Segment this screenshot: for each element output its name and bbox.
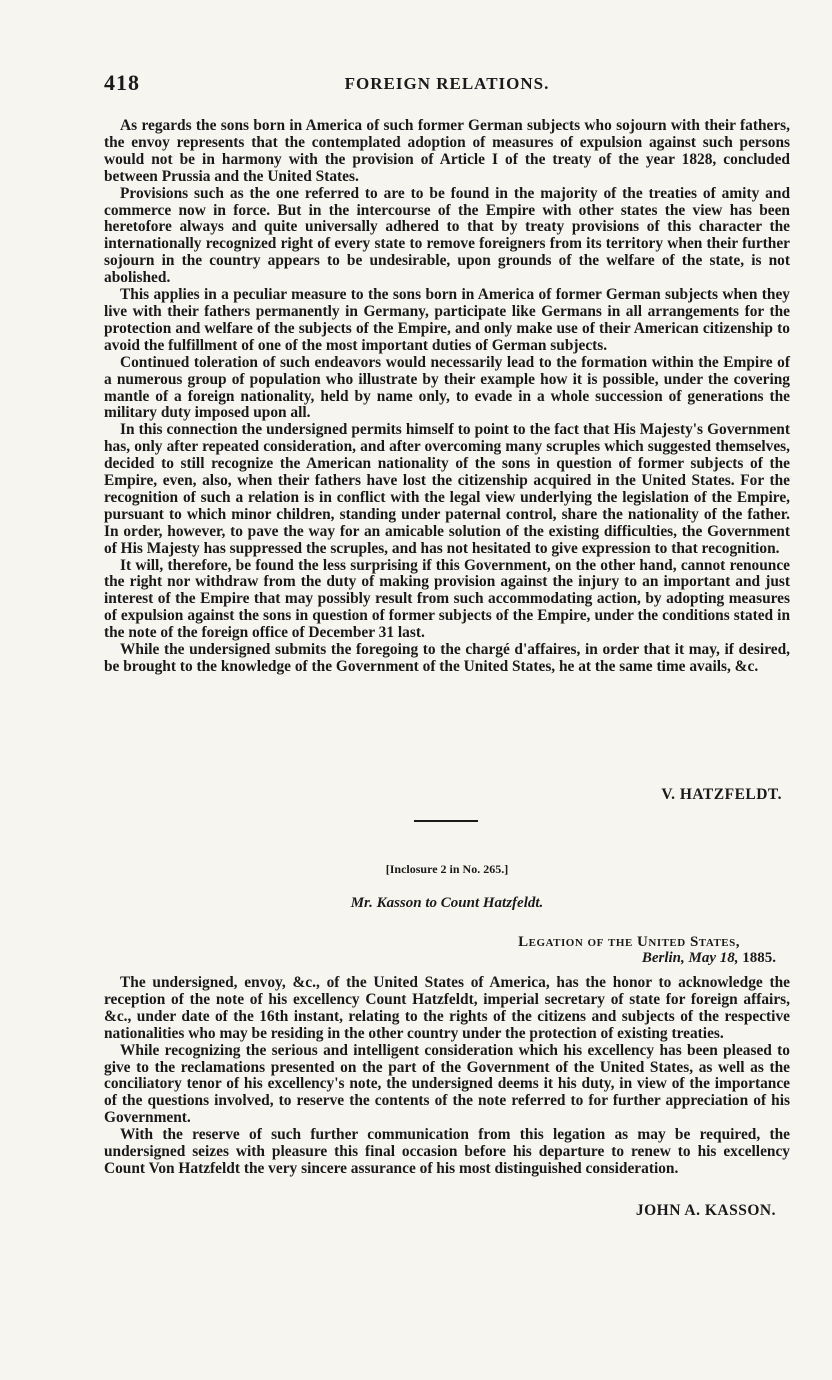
paragraph: It will, therefore, be found the less surprising if this Government, on the other hand, cannot renounce the right nor withdraw from the duty of making provision against the injury to an important and just interest of the Empire that may possibly result from such accommodating action, by adopting measures of expulsion against the sons in question of former subjects of the Empire, under the conditions stated in the note of the foreign office of December 31 last. (104, 556, 790, 642)
letter-title: Mr. Kasson to Count Hatzfeldt. (350, 895, 544, 911)
paragraph: Continued toleration of such endeavors would necessarily lead to the formation within the Empire of a numerous group of population who illustrate by their example how it is possible, under the covering mantle of a foreign nationality, held by name only, to evade in a whole succession of generations the military duty imposed upon all. (104, 353, 790, 422)
page-header (104, 70, 790, 100)
paragraph: With the reserve of such further communication from this legation as may be required, the undersigned seizes with pleasure this final occasion before his departure to renew to his excellency Count Von Hatzfeldt the very sincere assurance of his most distinguished consideration. (104, 1126, 790, 1177)
inclosure-label: [Inclosure 2 in No. 265.] (385, 862, 509, 876)
letter-date (642, 950, 776, 967)
kasson-letter-body (104, 975, 790, 1178)
page-number: 418 (104, 70, 140, 95)
paragraph: The undersigned, envoy, &c., of the United States of America, has the honor to acknowledge the reception of the note of his excellency Count Hatzfeldt, imperial secretary of state for foreign affairs, &c., under date of the 16th instant, relating to the rights of the citizens and subjects of the respective nationalities who may be residing in the other country under the protection of existing treaties. (104, 974, 790, 1042)
legation-heading: Legation of the United States, (518, 934, 740, 950)
paragraph: While the undersigned submits the foregoing to the chargé d'affaires, in order that it may, if desired, be brought to the knowledge of the Government of the United States, he at the same time avails, &c. (104, 641, 790, 675)
section-divider (414, 820, 478, 822)
running-title: FOREIGN RELATIONS. (344, 74, 550, 93)
date-place: Berlin, May 18, (641, 950, 739, 966)
envoy-note-body (104, 118, 790, 676)
paragraph: Provisions such as the one referred to are to be found in the majority of the treaties of amity and commerce now in force. But in the intercourse of the Empire with other states the view has been heretofore always and quite universally adhered to that by treaty provisions of this character the internationally recognized right of every state to remove foreigners from its territory when their further sojourn in the country appears to be undesirable, upon grounds of the welfare of the state, is not abolished. (104, 184, 790, 287)
signature-hatzfeldt: V. HATZFELDT. (661, 786, 782, 803)
paragraph: In this connection the undersigned permits himself to point to the fact that His Majesty's Government has, only after repeated consideration, and after overcoming many scruples which suggested themselves, decided to still recognize the American nationality of the sons in question of former subjects of the Empire, even, also, when their fathers have lost the citizenship acquired in the United States. For the recognition of such a relation is in conflict with the legal view underlying the legislation of the Empire, pursuant to which minor children, standing under paternal control, share the nationality of the father. In order, however, to pave the way for an amicable solution of the existing difficulties, the Government of His Majesty has suppressed the scruples, and has not hesitated to give expression to that recognition. (104, 421, 790, 557)
signature-kasson: JOHN A. KASSON. (635, 1202, 776, 1219)
paragraph: While recognizing the serious and intelligent consideration which his excellency has been pleased to give to the reclamations presented on the part of the Government of the United States, as well as the conciliatory tenor of his excellency's note, the undersigned deems it his duty, in view of the importance of the questions involved, to reserve the contents of the note referred to for further appreciation of his Government. (104, 1041, 790, 1127)
date-year: 1885. (742, 950, 776, 966)
paragraph: As regards the sons born in America of such former German subjects who sojourn with their fathers, the envoy represents that the contemplated adoption of measures of expulsion against such persons would not be in harmony with the provision of Article I of the treaty of the year 1828, concluded between Prussia and the United States. (104, 117, 790, 185)
paragraph: This applies in a peculiar measure to the sons born in America of former German subjects when they live with their fathers permanently in Germany, participate like Germans in all arrangements for the protection and welfare of the subjects of the Empire, and only make use of their American citizenship to avoid the fulfillment of one of the most important duties of German subjects. (104, 286, 790, 354)
